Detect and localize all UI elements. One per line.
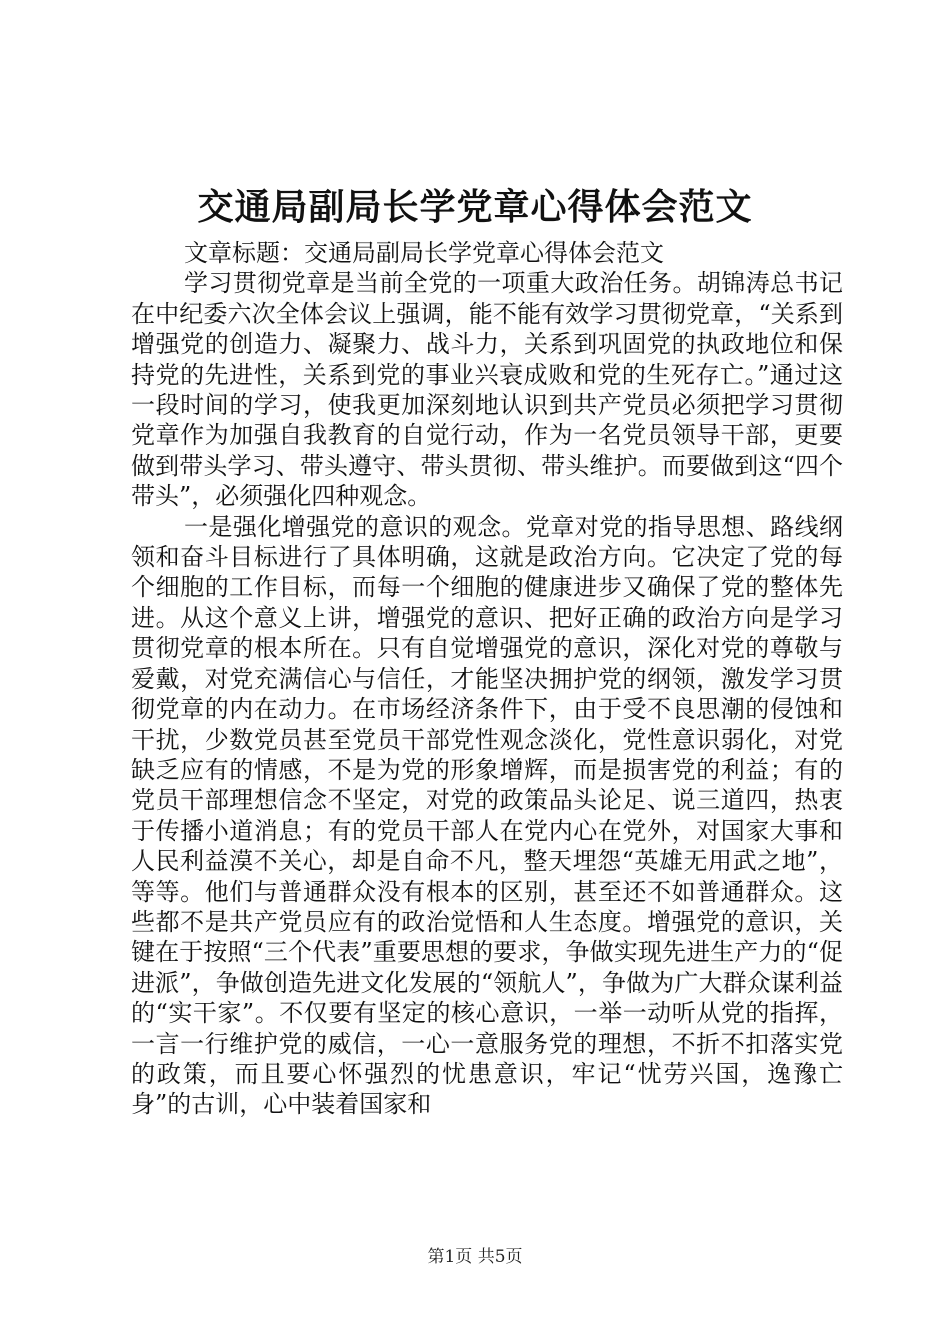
page-number-footer: 第1页 共5页	[427, 1247, 523, 1267]
paragraph-point-one: 一是强化增强党的意识的观念。党章对党的指导思想、路线纲领和奋斗目标进行了具体明确，这就是政治方向。它决定了党的每个细胞的工作目标，而每一个细胞的健康进步又确保了党的整体先进。从这个意义上讲，增强党的意识、把好正确的政治方向是学习贯彻党章的根本所在。只有自觉增强党的意识，深化对党的尊敬与爱戴，对党充满信心与信任，才能坚决拥护党的纲领，激发学习贯彻党章的内在动力。在市场经济条件下，由于受不良思潮的侵蚀和干扰，少数党员甚至党员干部党性观念淡化，党性意识弱化，对党缺乏应有的情感，不是为党的形象增辉，而是损害党的利益；有的党员干部理想信念不坚定，对党的政策品头论足、说三道四，热衷于传播小道消息；有的党员干部人在党内心在党外，对国家大事和人民利益漠不关心，却是自命不凡，整天埋怨“英雄无用武之地”，等等。他们与普通群众没有根本的区别，甚至还不如普通群众。这些都不是共产党员应有的政治觉悟和人生态度。增强党的意识，关键在于按照“三个代表”重要思想的要求，争做实现先进生产力的“促进派”，争做创造先进文化发展的“领航人”，争做为广大群众谋利益的“实干家”。不仅要有坚定的核心意识，一举一动听从党的指挥，一言一行维护党的威信，一心一意服务党的理想，不折不扣落实党的政策，而且要心怀强烈的忧患意识，牢记“忧劳兴国，逸豫亡身”的古训，心中装着国家和	[131, 512, 843, 1119]
article-title-line: 文章标题：交通局副局长学党章心得体会范文	[184, 239, 664, 267]
document-body	[131, 238, 843, 1120]
document-title: 交通局副局长学党章心得体会范文	[197, 186, 753, 228]
paragraph-intro: 学习贯彻党章是当前全党的一项重大政治任务。胡锦涛总书记在中纪委六次全体会议上强调，能不能有效学习贯彻党章，“关系到增强党的创造力、凝聚力、战斗力，关系到巩固党的执政地位和保持党的先进性，关系到党的事业兴衰成败和党的生死存亡。”通过这一段时间的学习，使我更加深刻地认识到共产党员必须把学习贯彻党章作为加强自我教育的自觉行动，作为一名党员领导干部，更要做到带头学习、带头遵守、带头贯彻、带头维护。而要做到这“四个带头”，必须强化四种观念。	[131, 269, 843, 511]
